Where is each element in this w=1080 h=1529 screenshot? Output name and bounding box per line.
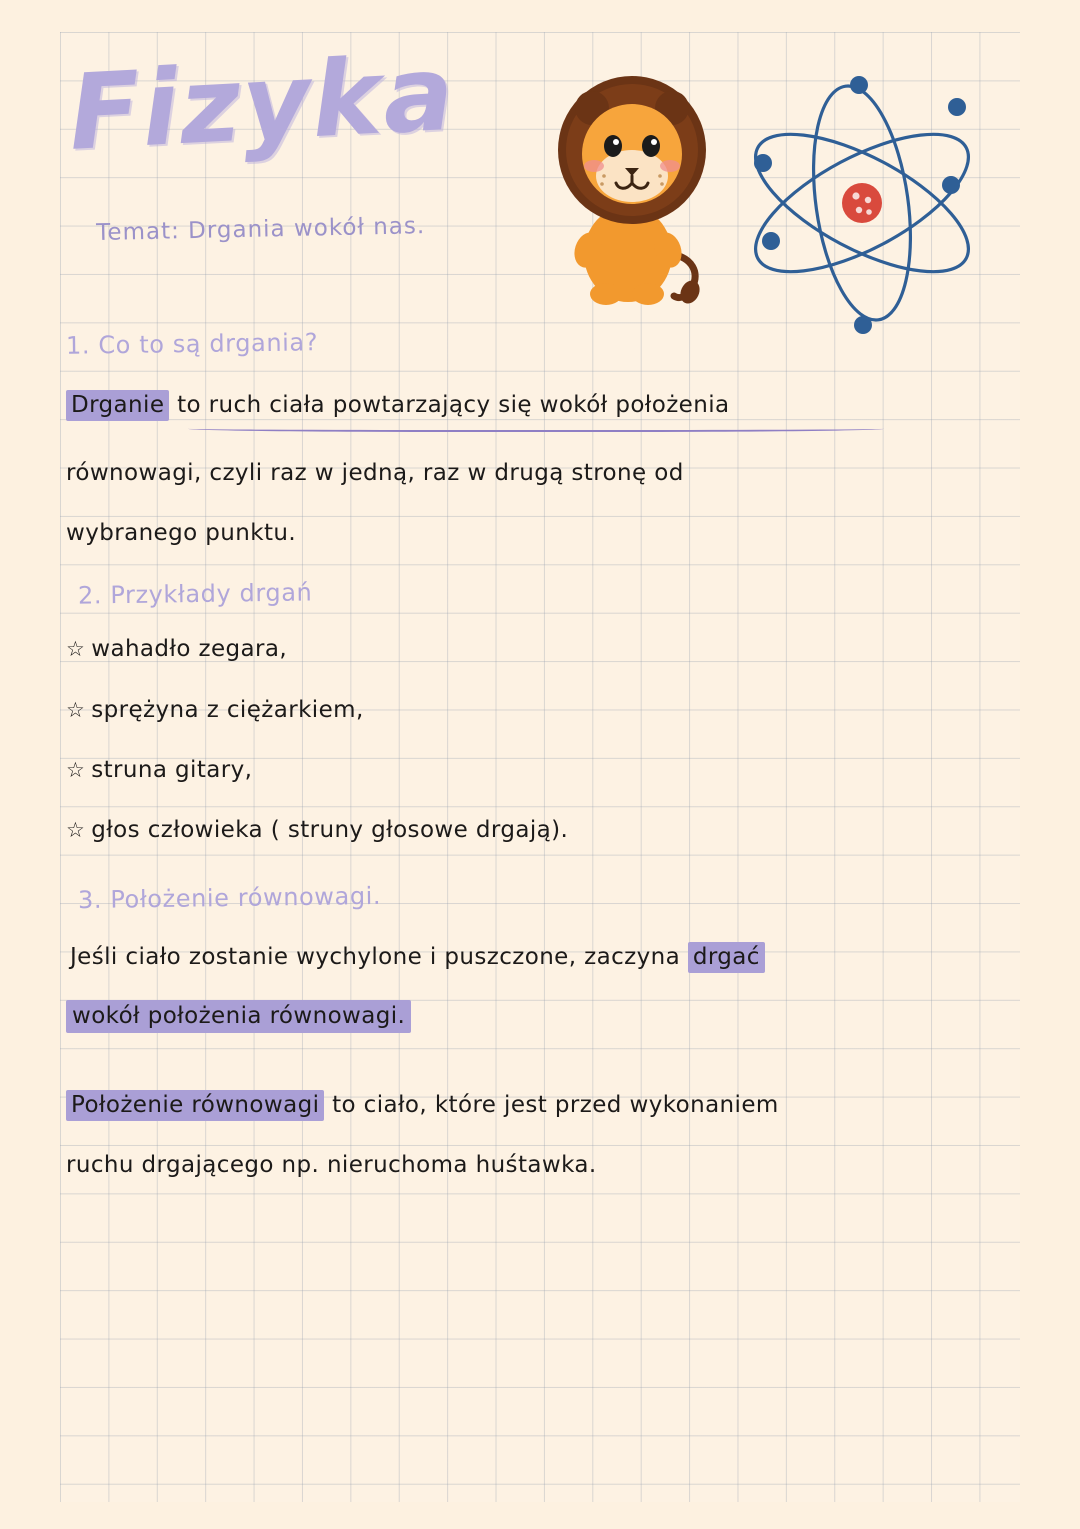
atom-diagram-icon — [735, 55, 990, 350]
star-icon: ☆ — [66, 758, 86, 782]
section-1-line-1-text: to ruch ciała powtarzający się wokół położenia — [169, 392, 730, 418]
list-item-label: głos człowieka ( struny głosowe drgają). — [91, 817, 569, 843]
highlight-wokol-polozenia-rownowagi: wokół położenia równowagi. — [66, 1000, 411, 1033]
list-item-label: wahadło zegara, — [91, 636, 288, 662]
list-item-label: struna gitary, — [91, 757, 253, 783]
section-1-line-2: równowagi, czyli raz w jedną, raz w drugą stronę od — [66, 460, 684, 486]
lion-mascot-icon — [540, 58, 730, 313]
section-heading-2: 2. Przykłady drgań — [77, 578, 313, 610]
section-3-line-2 — [66, 1003, 411, 1029]
section-heading-3: 3. Położenie równowagi. — [77, 881, 382, 915]
list-item — [66, 757, 252, 783]
highlight-drganie: Drganie — [66, 390, 169, 421]
underline-decoration — [188, 424, 884, 432]
section-3-line-4: ruchu drgającego np. nieruchoma huśtawka. — [66, 1152, 597, 1178]
star-icon: ☆ — [66, 637, 86, 661]
section-1-line-1 — [66, 392, 730, 418]
section-3-line-1 — [70, 944, 765, 970]
list-item-label: sprężyna z ciężarkiem, — [91, 697, 364, 723]
list-item — [66, 636, 287, 662]
section-1-line-3: wybranego punktu. — [66, 520, 297, 546]
page-title: Fizyka — [66, 31, 459, 174]
page-subtitle: Temat: Drgania wokół nas. — [96, 213, 426, 246]
list-item — [66, 697, 364, 723]
section-3-line-3-text: to ciało, które jest przed wykonaniem — [324, 1092, 779, 1118]
section-heading-1: 1. Co to są drgania? — [65, 328, 319, 360]
section-3-line-3 — [66, 1092, 779, 1118]
highlight-drgac: drgać — [688, 942, 765, 973]
section-3-line-1-text: Jeśli ciało zostanie wychylone i puszczone, zaczyna — [70, 944, 688, 970]
star-icon: ☆ — [66, 698, 86, 722]
star-icon: ☆ — [66, 818, 86, 842]
highlight-polozenie-rownowagi: Położenie równowagi — [66, 1090, 324, 1121]
list-item — [66, 817, 568, 843]
